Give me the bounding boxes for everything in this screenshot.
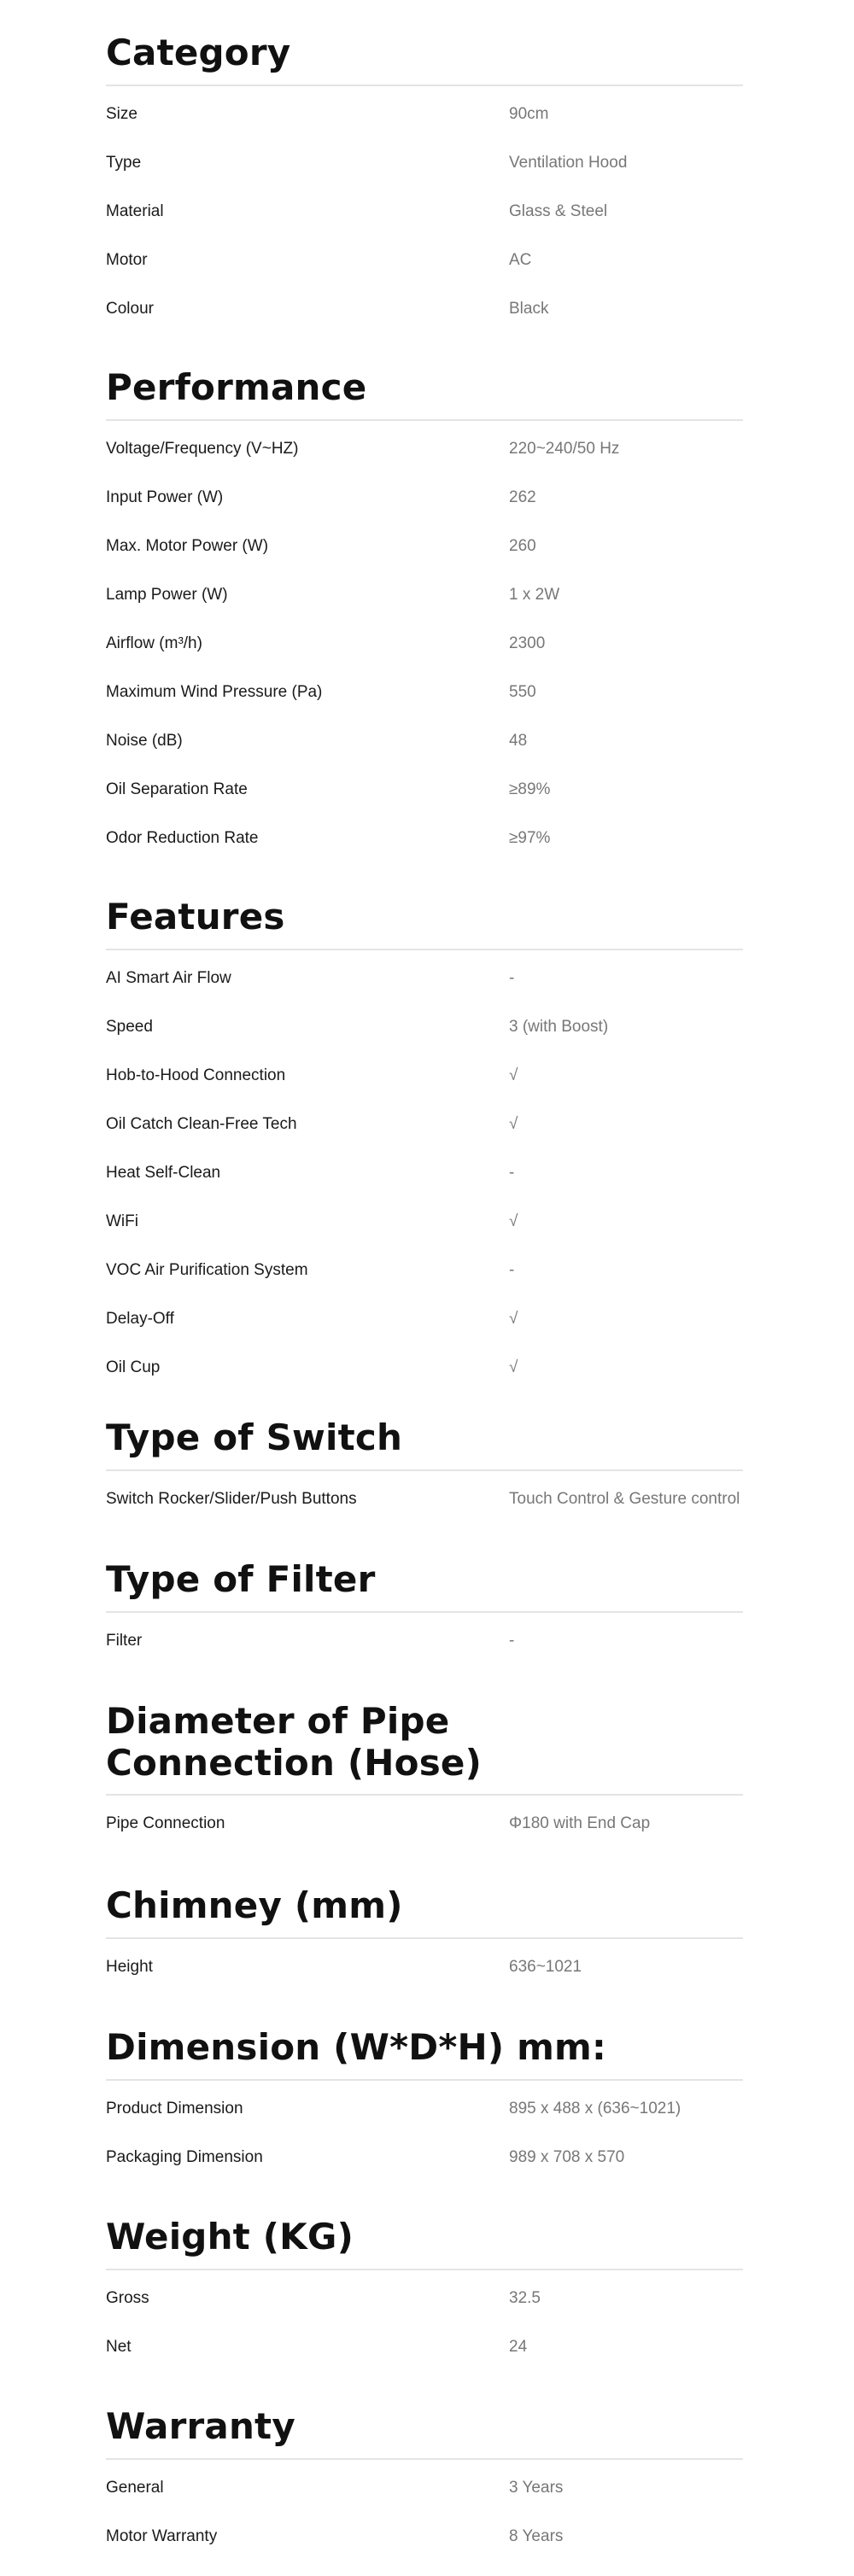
spec-row <box>106 2338 743 2386</box>
section-divider <box>106 949 743 950</box>
spec-label: Noise (dB) <box>106 731 183 750</box>
section-heading: Type of Filter <box>106 1558 376 1600</box>
spec-row <box>106 440 743 488</box>
spec-section <box>106 897 743 1407</box>
spec-value: 220~240/50 Hz <box>509 439 620 458</box>
spec-row <box>106 683 743 732</box>
spec-label: Motor Warranty <box>106 2526 218 2545</box>
spec-label: Hob-to-Hood Connection <box>106 1066 286 1084</box>
spec-value: ≥97% <box>509 828 551 847</box>
spec-row <box>106 202 743 251</box>
section-divider <box>106 1469 743 1471</box>
spec-value: - <box>509 1631 515 1650</box>
spec-row <box>106 634 743 683</box>
section-divider <box>106 2079 743 2081</box>
spec-value: √ <box>509 1066 518 1084</box>
spec-label: Airflow (m³/h) <box>106 634 202 652</box>
section-heading: Type of Switch <box>106 1417 403 1458</box>
spec-value: - <box>509 1260 515 1279</box>
spec-row <box>106 1814 743 1863</box>
spec-value: √ <box>509 1212 518 1230</box>
spec-label: Pipe Connection <box>106 1814 225 1833</box>
spec-value: 895 x 488 x (636~1021) <box>509 2099 681 2117</box>
section-heading: Features <box>106 896 285 938</box>
spec-row <box>106 1261 743 1310</box>
spec-value: 32.5 <box>509 2288 541 2307</box>
spec-label: Packaging Dimension <box>106 2147 263 2166</box>
spec-label: Oil Catch Clean-Free Tech <box>106 1114 297 1133</box>
spec-row <box>106 1164 743 1212</box>
section-heading: Weight (KG) <box>106 2216 354 2258</box>
spec-section <box>106 32 743 348</box>
section-heading: Diameter of Pipe Connection (Hose) <box>106 1700 482 1784</box>
spec-row <box>106 300 743 348</box>
spec-label: Filter <box>106 1631 143 1650</box>
spec-label: Motor <box>106 250 148 269</box>
spec-row <box>106 1115 743 1164</box>
spec-section <box>106 1559 743 1680</box>
section-heading: Performance <box>106 366 367 408</box>
spec-value: 8 Years <box>509 2526 564 2545</box>
spec-value: 550 <box>509 682 536 701</box>
spec-row <box>106 2479 743 2527</box>
spec-label: Max. Motor Power (W) <box>106 536 269 555</box>
spec-row <box>106 105 743 154</box>
section-divider <box>106 2269 743 2270</box>
spec-label: Lamp Power (W) <box>106 585 228 604</box>
spec-label: Material <box>106 202 164 220</box>
spec-label: Oil Cup <box>106 1358 161 1376</box>
spec-section <box>106 367 743 878</box>
spec-label: Input Power (W) <box>106 488 224 506</box>
spec-label: Size <box>106 104 137 123</box>
spec-value: Ventilation Hood <box>509 153 628 172</box>
spec-value: AC <box>509 250 532 269</box>
section-divider <box>106 2458 743 2460</box>
spec-label: Oil Separation Rate <box>106 780 248 798</box>
section-heading: Chimney (mm) <box>106 1884 403 1926</box>
spec-label: Voltage/Frequency (V~HZ) <box>106 439 299 458</box>
spec-label: Speed <box>106 1017 153 1036</box>
spec-value: 48 <box>509 731 528 750</box>
section-divider <box>106 1611 743 1613</box>
section-heading: Warranty <box>106 2405 295 2447</box>
spec-value: Touch Control & Gesture control <box>509 1489 740 1508</box>
spec-value: √ <box>509 1358 518 1376</box>
spec-value: 989 x 708 x 570 <box>509 2147 625 2166</box>
spec-value: 90cm <box>509 104 549 123</box>
spec-row <box>106 1310 743 1358</box>
spec-value: 636~1021 <box>509 1957 582 1976</box>
spec-value: - <box>509 1163 515 1182</box>
spec-section <box>106 1417 743 1539</box>
spec-value: 2300 <box>509 634 546 652</box>
spec-section <box>106 1885 743 2006</box>
spec-row <box>106 2527 743 2576</box>
spec-row <box>106 2100 743 2148</box>
spec-row <box>106 732 743 780</box>
spec-label: Heat Self-Clean <box>106 1163 221 1182</box>
spec-label: AI Smart Air Flow <box>106 968 231 987</box>
spec-row <box>106 586 743 634</box>
spec-value: Glass & Steel <box>509 202 608 220</box>
spec-value: Φ180 with End Cap <box>509 1814 651 1833</box>
spec-row <box>106 969 743 1018</box>
spec-row <box>106 780 743 829</box>
spec-label: VOC Air Purification System <box>106 1260 308 1279</box>
spec-label: General <box>106 2478 164 2497</box>
section-divider <box>106 1794 743 1796</box>
spec-section <box>106 1701 743 1863</box>
spec-section <box>106 2217 743 2386</box>
spec-label: Maximum Wind Pressure (Pa) <box>106 682 323 701</box>
spec-label: Gross <box>106 2288 149 2307</box>
spec-row <box>106 251 743 300</box>
spec-row <box>106 537 743 586</box>
spec-value: 262 <box>509 488 536 506</box>
spec-value: 1 x 2W <box>509 585 560 604</box>
spec-label: Colour <box>106 299 154 318</box>
spec-row <box>106 154 743 202</box>
spec-value: ≥89% <box>509 780 551 798</box>
section-heading: Category <box>106 32 291 73</box>
spec-value: √ <box>509 1114 518 1133</box>
spec-section <box>106 2027 743 2197</box>
spec-row <box>106 1066 743 1115</box>
spec-row <box>106 1490 743 1539</box>
spec-value: 24 <box>509 2337 528 2356</box>
spec-section <box>106 2406 743 2576</box>
spec-row <box>106 2289 743 2338</box>
spec-value: 3 Years <box>509 2478 564 2497</box>
section-divider <box>106 419 743 421</box>
spec-row <box>106 829 743 878</box>
spec-label: WiFi <box>106 1212 138 1230</box>
spec-value: Black <box>509 299 549 318</box>
spec-label: Switch Rocker/Slider/Push Buttons <box>106 1489 357 1508</box>
spec-row <box>106 1632 743 1680</box>
spec-value: 3 (with Boost) <box>509 1017 609 1036</box>
section-heading: Dimension (W*D*H) mm: <box>106 2026 606 2068</box>
spec-value: √ <box>509 1309 518 1328</box>
spec-label: Net <box>106 2337 132 2356</box>
spec-label: Type <box>106 153 142 172</box>
spec-row <box>106 1018 743 1066</box>
spec-row <box>106 488 743 537</box>
spec-row <box>106 1358 743 1407</box>
section-divider <box>106 1937 743 1939</box>
spec-value: 260 <box>509 536 536 555</box>
spec-label: Odor Reduction Rate <box>106 828 259 847</box>
spec-label: Delay-Off <box>106 1309 174 1328</box>
spec-row <box>106 2148 743 2197</box>
spec-row <box>106 1212 743 1261</box>
spec-label: Height <box>106 1957 153 1976</box>
spec-row <box>106 1958 743 2006</box>
spec-label: Product Dimension <box>106 2099 243 2117</box>
section-divider <box>106 85 743 86</box>
spec-value: - <box>509 968 515 987</box>
